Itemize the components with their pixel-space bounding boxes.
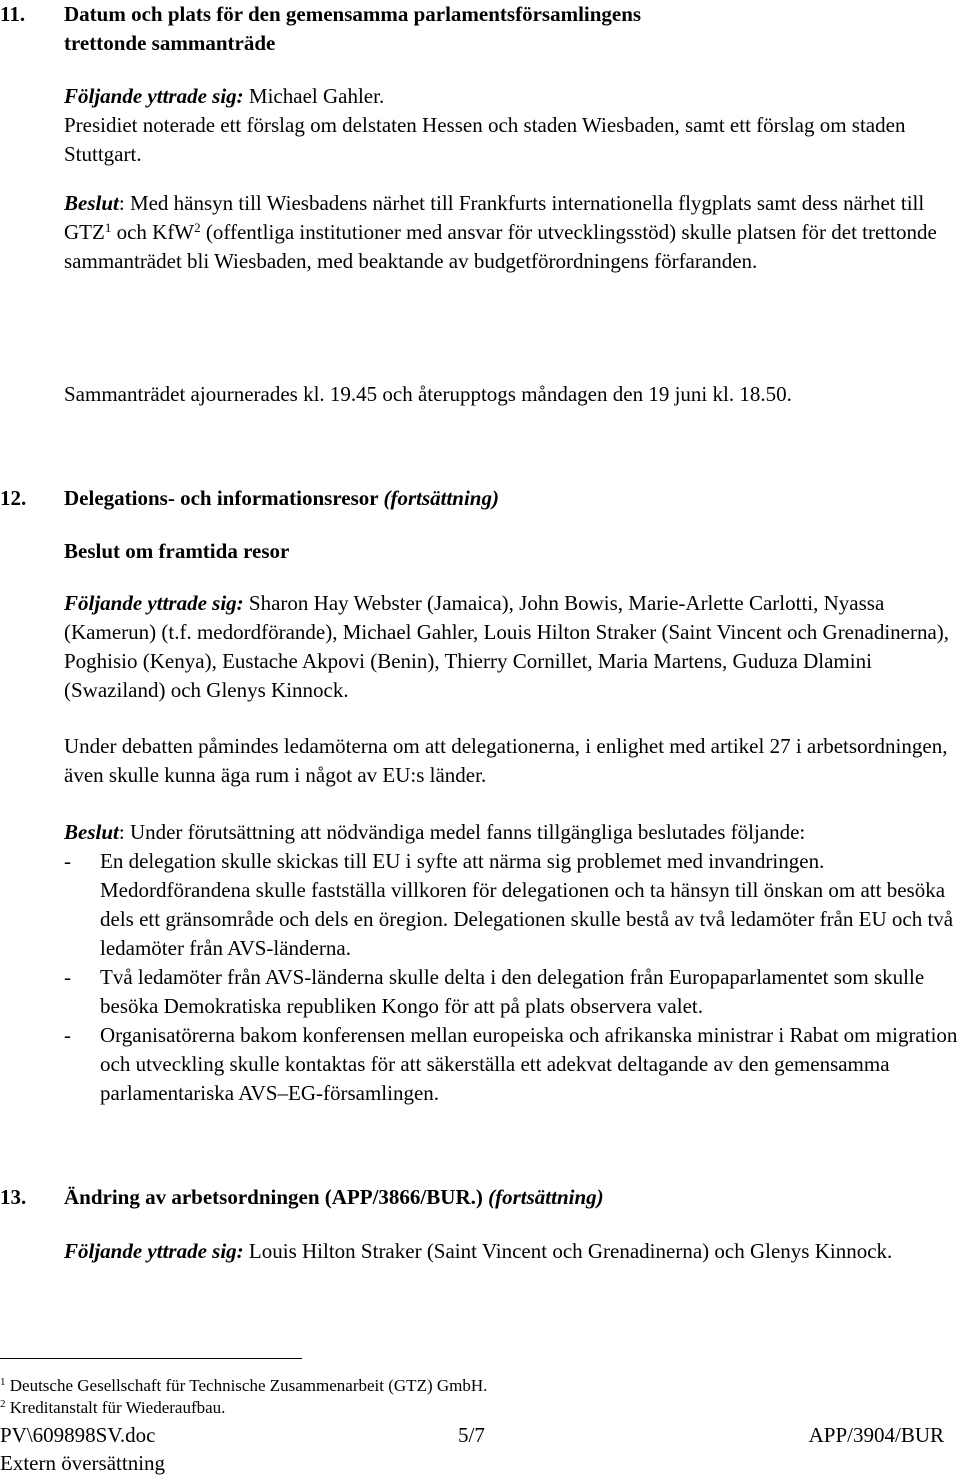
section-12-subtitle: Beslut om framtida resor [64,539,290,563]
footnote-text: Kreditanstalt für Wiederaufbau. [5,1398,226,1417]
section-12-title-text: Delegations- och informationsresor [64,486,384,510]
list-item-text: Organisatörerna bakom konferensen mellan europeiska och afrikanska ministrar i Rabat om migration och utveckling skulle kontaktas för att säkerställa ett adekvat deltagande av den gemensamma parlamentariska AVS–EG-församlingen. [100,1023,958,1105]
footer-page-number: 5/7 [458,1423,485,1447]
list-item [64,847,960,963]
section-11-presidiet: Presidiet noterade ett förslag om delstaten Hessen och staden Wiesbaden, samt ett förslag om staden Stuttgart. [64,113,906,166]
adjournment-note: Sammanträdet ajournerades kl. 19.45 och återupptogs måndagen den 19 juni kl. 18.50. [64,382,792,406]
section-11-title-line2: trettonde sammanträde [64,31,276,55]
footnote-separator [0,1358,302,1359]
section-12-speakers [64,589,960,705]
list-dash: - [64,1023,71,1047]
speakers-label: Följande yttrade sig: [64,84,244,108]
section-12-title [64,484,960,513]
list-dash: - [64,965,71,989]
section-11-beslut [64,189,960,276]
beslut-label: Beslut [64,820,119,844]
footnote-mark: 1 [0,1376,6,1388]
footer-translation-note: Extern översättning [0,1451,166,1475]
section-13-title [64,1183,960,1212]
list-item [64,963,960,1021]
footnote-1 [0,1375,487,1397]
section-11-title-line1: Datum och plats för den gemensamma parlamentsförsamlingens [64,2,642,26]
beslut-intro [64,818,960,847]
list-item-text: Två ledamöter från AVS-länderna skulle delta i den delegation från Europaparlamentet som skulle besöka Demokratiska republiken Kongo för att på plats observera valet. [100,965,925,1018]
section-12-beslut [64,818,960,1108]
footer-filename: PV\609898SV.doc [0,1423,156,1447]
footnote-mark: 2 [0,1398,6,1410]
section-13-speakers [64,1237,960,1266]
list-item-text: En delegation skulle skickas till EU i syfte att närma sig problemet med invandringen. Medordförandena skulle fastställa villkoren för delegationen och ta hänsyn till önskan om att besöka dels ett gränsområde och dels en öregion. Delegationen skulle bestå av två ledamöter från EU och två ledamöter från AVS-länderna. [100,849,954,960]
speakers-text: Sharon Hay Webster (Jamaica), John Bowis, Marie-Arlette Carlotti, Nyassa (Kamerun) (t.f. medordförande), Michael Gahler, Louis Hilton Straker (Saint Vincent och Grenadinerna), Poghisio (Kenya), Eustache Akpovi (Benin), Thierry Cornillet, Maria Martens, Guduza Dlamini (Swaziland) och Glenys Kinnock. [64,591,950,702]
speakers-label: Följande yttrade sig: [64,591,244,615]
section-13-title-cont: (fortsättning) [488,1185,604,1209]
speakers-text: Louis Hilton Straker (Saint Vincent och Grenadinerna) och Glenys Kinnock. [243,1239,893,1263]
footnote-ref-2: 2 [194,220,201,235]
beslut-text-b: och KfW [111,220,195,244]
section-11-speakers [64,82,960,111]
section-11-number: 11. [0,2,26,26]
footnote-text: Deutsche Gesellschaft für Technische Zusammenarbeit (GTZ) GmbH. [5,1376,488,1395]
section-13-number: 13. [0,1185,27,1209]
beslut-text: : Under förutsättning att nödvändiga medel fanns tillgängliga beslutades följande: [118,820,806,844]
list-dash: - [64,849,71,873]
speakers-label: Följande yttrade sig: [64,1239,244,1263]
page-footer [0,1421,944,1450]
footer-reference: APP/3904/BUR [808,1423,944,1447]
section-12-title-cont: (fortsättning) [383,486,499,510]
section-13-title-text: Ändring av arbetsordningen (APP/3866/BUR.) [64,1185,489,1209]
section-12-number: 12. [0,486,27,510]
footnote-ref-1: 1 [104,220,112,235]
section-11-title [64,0,960,58]
speakers-text: Michael Gahler. [243,84,385,108]
footnote-2 [0,1397,225,1419]
beslut-text-a: : Med hänsyn till Wiesbadens närhet till Frankfurts internationella flygplats samt dess närhet till GTZ [64,191,925,244]
list-item [64,1021,960,1108]
section-12-debate: Under debatten påmindes ledamöterna om att delegationerna, i enlighet med artikel 27 i arbetsordningen, även skulle kunna äga rum i något av EU:s länder. [64,734,948,787]
beslut-text-c: (offentliga institutioner med ansvar för utvecklingsstöd) skulle platsen för det trettonde sammanträdet bli Wiesbaden, med beaktande av budgetförordningens förfaranden. [64,220,937,273]
beslut-label: Beslut [64,191,119,215]
